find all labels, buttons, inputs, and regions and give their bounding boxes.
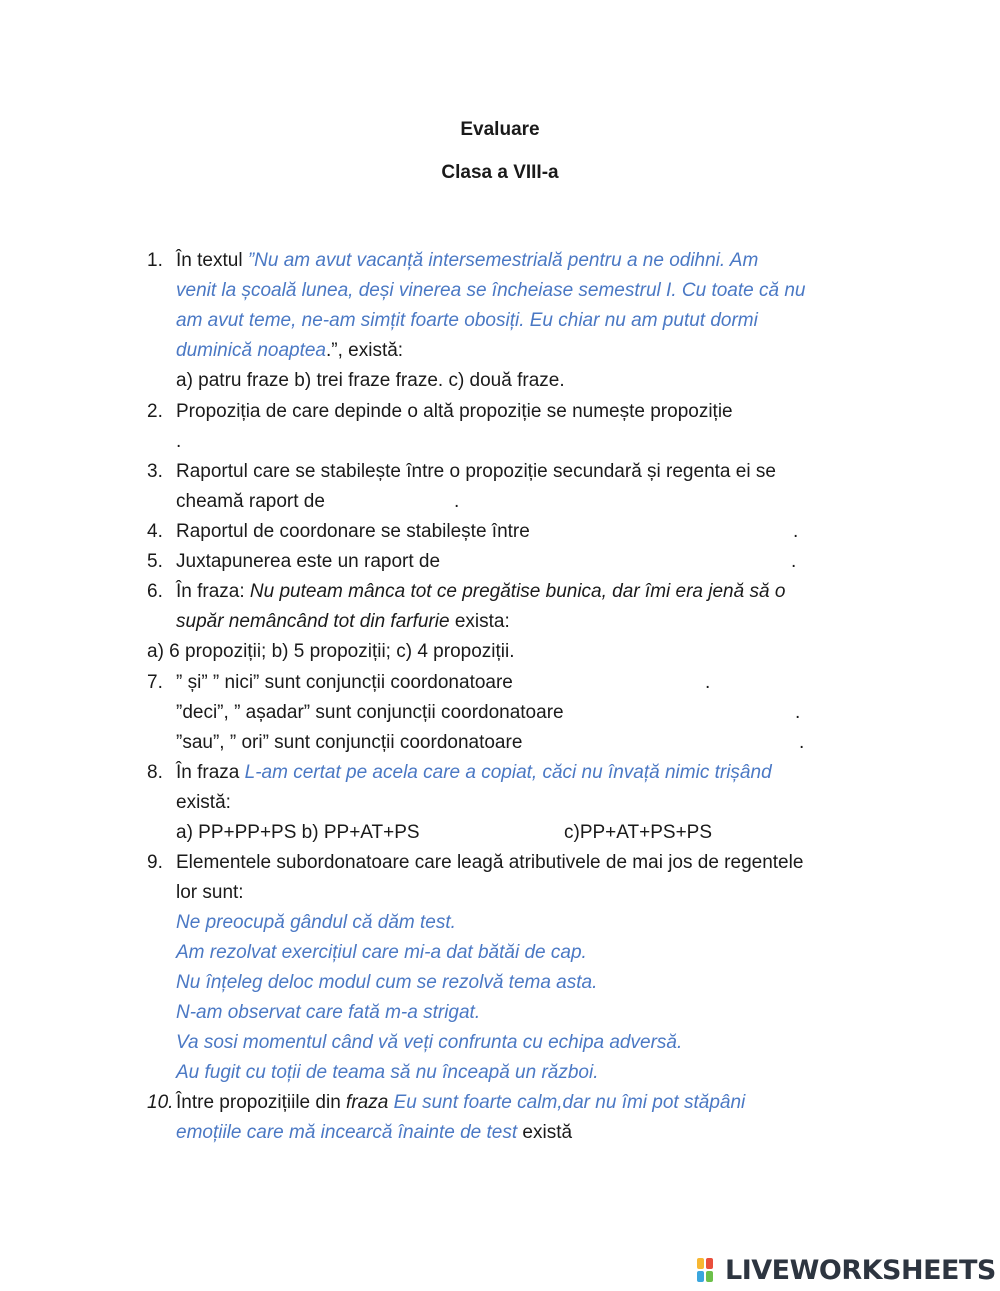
question-6-intro: În fraza: — [176, 581, 250, 602]
question-number: 1. — [147, 250, 163, 271]
question-7-text: ”sau”, ” ori” sunt conjuncții coordonatoare — [176, 732, 523, 753]
page-title: Evaluare — [460, 119, 540, 140]
example-sentence: Va sosi momentul când vă veți confrunta cu echipa adversă. — [176, 1032, 683, 1053]
question-number: 3. — [147, 461, 163, 482]
example-sentence: Au fugit cu toții de teama să nu înceapă un război. — [176, 1062, 599, 1083]
example-sentence: Am rezolvat exercițiul care mi-a dat bătăi de cap. — [176, 942, 587, 963]
question-3-text: Raportul care se stabilește între o propoziție secundară și regenta ei se — [176, 461, 776, 482]
question-10-intro: Între propozițiile din — [176, 1092, 347, 1113]
answer-blank-dot: . — [795, 702, 801, 723]
answer-blank-dot: . — [791, 551, 797, 572]
question-number: 9. — [147, 852, 163, 873]
liveworksheets-logo[interactable] — [697, 1255, 996, 1285]
question-10-word: fraza — [346, 1092, 389, 1113]
question-10-line — [176, 1088, 745, 1118]
page-subtitle: Clasa a VIII-a — [441, 162, 559, 183]
question-9-text: lor sunt: — [176, 882, 244, 903]
question-1-line — [176, 246, 758, 276]
question-9-text: Elementele subordonatoare care leagă atributivele de mai jos de regentele — [176, 852, 804, 873]
question-6-line — [176, 607, 510, 637]
question-10-sentence: Eu sunt foarte calm,dar nu îmi pot stăpâni — [388, 1092, 746, 1113]
question-6-sentence: supăr nemâncând tot din farfurie — [176, 611, 450, 632]
question-10-sentence: emoțiile care mă incearcă înainte de test — [176, 1122, 518, 1143]
example-sentence: N-am observat care fată m-a strigat. — [176, 1002, 481, 1023]
question-4-text: Raportul de coordonare se stabilește între — [176, 521, 530, 542]
question-7-text: ”deci”, ” așadar” sunt conjuncții coordonatoare — [176, 702, 564, 723]
question-number: 10. — [147, 1092, 174, 1113]
question-8-options: a) PP+PP+PS b) PP+AT+PS — [176, 822, 420, 843]
liveworksheets-logo-icon — [697, 1257, 723, 1283]
example-sentence: Nu înțeleg deloc modul cum se rezolvă tema asta. — [176, 972, 598, 993]
question-1-quote: ”Nu am avut vacanță intersemestrială pentru a ne odihni. Am — [247, 250, 759, 271]
question-1-options: a) patru fraze b) trei fraze fraze. c) două fraze. — [176, 370, 565, 391]
question-1-quote: duminică noaptea — [176, 340, 326, 361]
question-5-text: Juxtapunerea este un raport de — [176, 551, 441, 572]
question-8-text: există: — [176, 792, 231, 813]
question-number: 6. — [147, 581, 163, 602]
liveworksheets-logo-text: LIVEWORKSHEETS — [725, 1254, 996, 1286]
question-number: 4. — [147, 521, 163, 542]
answer-blank-dot: . — [705, 672, 711, 693]
question-number: 8. — [147, 762, 163, 783]
question-1-after: .”, există: — [326, 340, 404, 361]
example-sentence: Ne preocupă gândul că dăm test. — [176, 912, 456, 933]
question-3-text: cheamă raport de — [176, 491, 325, 512]
question-10-tail: există — [517, 1122, 573, 1143]
question-8-option-c: c)PP+AT+PS+PS — [564, 822, 713, 843]
question-number: 7. — [147, 672, 163, 693]
question-number: 5. — [147, 551, 163, 572]
question-6-tail: exista: — [449, 611, 510, 632]
question-6-options: a) 6 propoziții; b) 5 propoziții; c) 4 propoziții. — [147, 641, 515, 662]
question-1-quote-line: am avut teme, ne-am simțit foarte obosiți. Eu chiar nu am putut dormi — [176, 310, 758, 331]
answer-blank-dot: . — [793, 521, 799, 542]
question-7-text: ” și” ” nici” sunt conjuncții coordonatoare — [176, 672, 513, 693]
question-1-quote-line: venit la școală lunea, deși vinerea se încheiase semestrul I. Cu toate că nu — [176, 280, 806, 301]
question-number: 2. — [147, 401, 163, 422]
question-6-line — [176, 577, 785, 607]
question-8-line — [176, 758, 772, 788]
answer-blank-dot: . — [176, 431, 182, 452]
question-6-sentence: Nu puteam mânca tot ce pregătise bunica, dar îmi era jenă să o — [249, 581, 786, 602]
question-1-quote-end — [176, 336, 403, 366]
answer-blank-dot: . — [454, 491, 460, 512]
question-2-text: Propoziția de care depinde o altă propoziție se numește propoziție — [176, 401, 733, 422]
question-8-intro: În fraza — [176, 762, 245, 783]
question-1-intro: În textul — [176, 250, 248, 271]
question-8-sentence: L-am certat pe acela care a copiat, căci nu învață nimic trișând — [244, 762, 772, 783]
question-10-line — [176, 1118, 572, 1148]
answer-blank-dot: . — [799, 732, 805, 753]
